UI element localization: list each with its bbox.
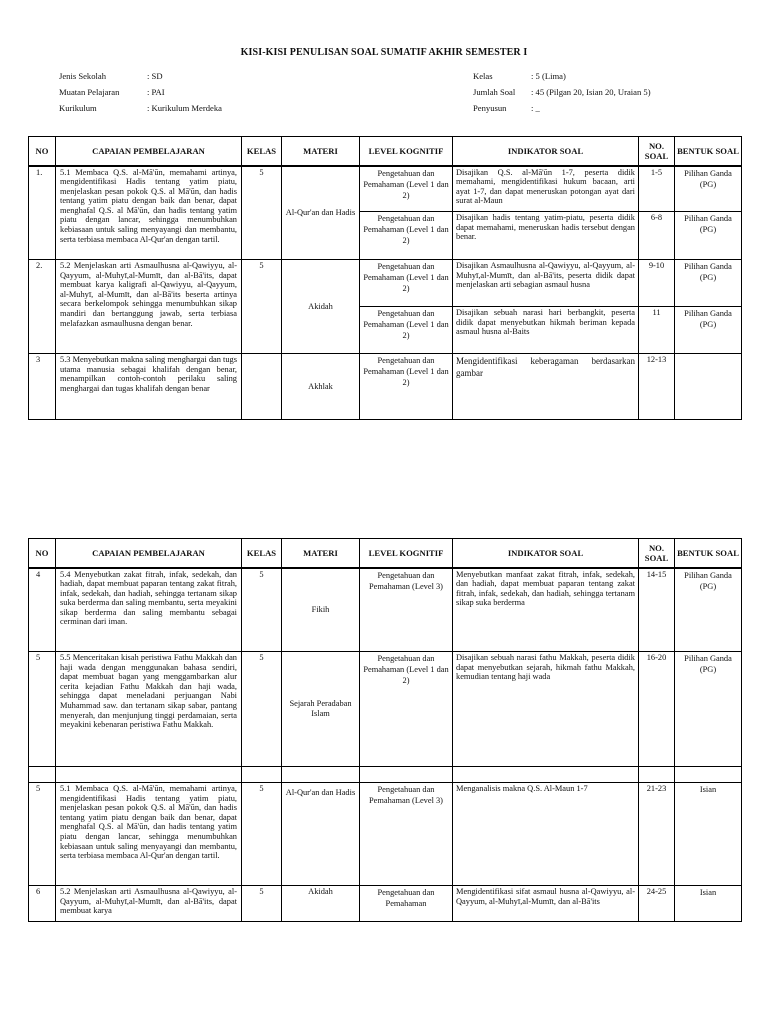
- cell-level: Pengetahuan dan Pemahaman: [360, 886, 453, 922]
- info-kelas: [473, 68, 651, 84]
- cell-no-soal: 14-15: [639, 568, 675, 652]
- cell-materi: Sejarah Peradaban Islam: [282, 652, 360, 767]
- cell-bentuk: Pilihan Ganda (PG): [675, 568, 742, 652]
- cell-materi: Akhlak: [282, 354, 360, 420]
- cell-kelas: 5: [242, 166, 282, 260]
- cell-level: Pengetahuan dan Pemahaman (Level 1 dan 2): [360, 307, 453, 354]
- cell-no-soal: 1-5: [639, 166, 675, 212]
- info-label: Kurikulum: [59, 103, 97, 113]
- cell-empty: [453, 767, 639, 783]
- cell-level: Pengetahuan dan Pemahaman (Level 1 dan 2): [360, 166, 453, 212]
- info-left: [59, 68, 222, 116]
- header-indikator: INDIKATOR SOAL: [453, 137, 639, 166]
- header-indikator: INDIKATOR SOAL: [453, 539, 639, 568]
- cell-bentuk: Pilihan Ganda (PG): [675, 307, 742, 354]
- header-materi: MATERI: [282, 137, 360, 166]
- table-header-row: [29, 539, 742, 568]
- cell-indikator: Disajikan sebuah narasi fathu Makkah, peserta didik dapat menyebutkan sejarah, hikmah fathu Makkah, kemudian tentang haji wada: [453, 652, 639, 767]
- table-row: [29, 568, 742, 652]
- cell-empty: [639, 767, 675, 783]
- cell-no-soal: 11: [639, 307, 675, 354]
- cell-indikator: Menyebutkan manfaat zakat fitrah, infak, sedekah, dan hadiah, dapat membuat paparan tentang zakat fitrah, infak, sedekah, dan hadiah, sehingga tertanam sikap suka berderma: [453, 568, 639, 652]
- info-label: Kelas: [473, 71, 493, 81]
- cell-no-soal: 12-13: [639, 354, 675, 420]
- cell-indikator: Disajikan Q.S. al-Mā'ūn 1-7, peserta didik memahami, mengidentifikasi hukum bacaan, arti ayat 1-7, dan dapat meneruskan potongan ayat dari surat al-Maun: [453, 166, 639, 212]
- info-kurikulum: [59, 100, 222, 116]
- info-right: [473, 68, 651, 116]
- cell-indikator: Disajikan Asmaulhusna al-Qawiyyu, al-Qayyum, al-Muhyī,al-Mumīt, dan al-Bā'its, peserta didik dapat menjelaskan arti sebagian asmaul husna: [453, 260, 639, 307]
- cell-level: Pengetahuan dan Pemahaman (Level 3): [360, 783, 453, 886]
- cell-bentuk: Pilihan Ganda (PG): [675, 652, 742, 767]
- cell-kelas: 5: [242, 783, 282, 886]
- cell-no-soal: 21-23: [639, 783, 675, 886]
- header-capaian: CAPAIAN PEMBELAJARAN: [56, 539, 242, 568]
- header-no-soal: NO. SOAL: [639, 539, 675, 568]
- header-no: NO: [29, 137, 56, 166]
- cell-indikator: Menganalisis makna Q.S. Al-Maun 1-7: [453, 783, 639, 886]
- info-value: : Kurikulum Merdeka: [147, 103, 222, 113]
- cell-bentuk: [675, 354, 742, 420]
- cell-materi: Al-Qur'an dan Hadis: [282, 783, 360, 886]
- info-jenis-sekolah: [59, 68, 222, 84]
- cell-capaian: 5.3 Menyebutkan makna saling menghargai dan tugs utama manusia sebagai khalifah dengan benar, menampilkan contoh-contoh perilaku saling menghargai dan tugas khalifah dengan benar: [56, 354, 242, 420]
- table-row: [29, 652, 742, 767]
- cell-no: 5: [29, 652, 56, 767]
- cell-empty: [282, 767, 360, 783]
- cell-no: 4: [29, 568, 56, 652]
- cell-kelas: 5: [242, 652, 282, 767]
- cell-indikator: Mengidentifikasi keberagaman berdasarkan gambar: [453, 354, 639, 420]
- cell-empty: [675, 767, 742, 783]
- cell-no-soal: 24-25: [639, 886, 675, 922]
- info-muatan: [59, 84, 222, 100]
- cell-kelas: 5: [242, 260, 282, 354]
- table-row: [29, 166, 742, 212]
- cell-no: 5: [29, 783, 56, 886]
- cell-level: Pengetahuan dan Pemahaman (Level 3): [360, 568, 453, 652]
- header-bentuk: BENTUK SOAL: [675, 137, 742, 166]
- cell-no-soal: 9-10: [639, 260, 675, 307]
- cell-indikator: Disajikan sebuah narasi hari berbangkit, peserta didik dapat menyebutkan hikmah beriman kepada asmaul husna al-Baits: [453, 307, 639, 354]
- cell-capaian: 5.1 Membaca Q.S. al-Mā'ūn, memahami artinya, mengidentifikasi Hadis tentang yatim piatu, menjelaskan pesan pokok Q.S. al Mā'ūn, dan hadis tentang yatim piatu dengan baik dan benar, dapat menghafal Q.S. al Mā'ūn, dan hadis tentang yatim piatu dengan lancar, sehingga menumbuhkan kebiasaan untuk saling menyayangi dan membantu, serta terbiasa membaca Al-Qur'an dengan tartil.: [56, 783, 242, 886]
- cell-level: Pengetahuan dan Pemahaman (Level 1 dan 2): [360, 260, 453, 307]
- header-no: NO: [29, 539, 56, 568]
- cell-materi: Akidah: [282, 886, 360, 922]
- cell-materi: Akidah: [282, 260, 360, 354]
- header-no-soal: NO. SOAL: [639, 137, 675, 166]
- cell-no: 6: [29, 886, 56, 922]
- info-value: : 45 (Pilgan 20, Isian 20, Uraian 5): [531, 87, 651, 97]
- info-label: Muatan Pelajaran: [59, 87, 120, 97]
- kisi-table-2: [28, 538, 742, 922]
- cell-empty: [242, 767, 282, 783]
- cell-bentuk: Isian: [675, 886, 742, 922]
- header-kelas: KELAS: [242, 539, 282, 568]
- header-kelas: KELAS: [242, 137, 282, 166]
- table-row: [29, 886, 742, 922]
- info-jumlah-soal: [473, 84, 651, 100]
- cell-level: Pengetahuan dan Pemahaman (Level 1 dan 2): [360, 354, 453, 420]
- cell-bentuk: Pilihan Ganda (PG): [675, 260, 742, 307]
- info-value: : _: [531, 103, 540, 113]
- cell-capaian: 5.2 Menjelaskan arti Asmaulhusna al-Qawiyyu, al-Qayyum, al-Muhyī,al-Mumīt, dan al-Bā'its, dapat membuat karya kaligrafi al-Qawiyyu, al-Qayyum, al-Muhyī, al-Mumīt, dan al-Bā'its beserta artinya secara berkelompok sehingga menumbuhkan sikap mandiri dan bertanggung jawab, serta terbiasa melafazkan asmaulhusna dengan benar.: [56, 260, 242, 354]
- kisi-table-1: [28, 136, 742, 420]
- cell-kelas: 5: [242, 886, 282, 922]
- cell-indikator: Disajikan hadis tentang yatim-piatu, peserta didik dapat memahami, meneruskan hadis tersebut dengan benar.: [453, 212, 639, 260]
- cell-empty: [360, 767, 453, 783]
- cell-no-soal: 6-8: [639, 212, 675, 260]
- cell-kelas: 5: [242, 568, 282, 652]
- cell-capaian: 5.5 Menceritakan kisah peristiwa Fathu Makkah dan haji wada dengan menggunakan bahasa sendiri, dapat membuat bagan yang menggambarkan alur cerita kejadian Fathu Makkah dan haji wada, sehingga dapat meneladani perjuangan Nabi Muhammad saw. dan tertanam sikap sabar, pantang menyerah, dan menjunjung tinggi perdamaian, serta meyakini kebenaran peristiwa Fathu Makkah.: [56, 652, 242, 767]
- info-penyusun: [473, 100, 651, 116]
- table-row: [29, 783, 742, 886]
- table-row: [29, 260, 742, 307]
- cell-capaian: 5.4 Menyebutkan zakat fitrah, infak, sedekah, dan hadiah, dapat membuat paparan tentang zakat fitrah, infak, sedekah, dan hadiah, sehingga tertanam sikap suka berderma dan saling membantu, serta meyakini sikap berderma dan saling membantu sebagai cerminan dari iman.: [56, 568, 242, 652]
- document-title: KISI-KISI PENULISAN SOAL SUMATIF AKHIR SEMESTER I: [240, 47, 528, 58]
- cell-capaian: 5.1 Membaca Q.S. al-Mā'ūn, memahami artinya, mengidentifikasi Hadis tentang yatim piatu, menjelaskan pesan pokok Q.S. al Mā'ūn, dan hadis tentang yatim piatu dengan baik dan benar, dapat menghafal Q.S. al Mā'ūn, dan hadis tentang yatim piatu dengan lancar, sehingga menumbuhkan kebiasaan untuk saling menyayangi dan membantu, serta terbiasa membaca Al-Qur'an dengan tartil.: [56, 166, 242, 260]
- cell-empty: [29, 767, 56, 783]
- info-label: Penyusun: [473, 103, 507, 113]
- cell-kelas: [242, 354, 282, 420]
- cell-materi: Fikih: [282, 568, 360, 652]
- info-value: : PAI: [147, 87, 165, 97]
- table-header-row: [29, 137, 742, 166]
- cell-materi: Al-Qur'an dan Hadis: [282, 166, 360, 260]
- cell-level: Pengetahuan dan Pemahaman (Level 1 dan 2): [360, 652, 453, 767]
- info-value: : 5 (Lima): [531, 71, 566, 81]
- info-label: Jumlah Soal: [473, 87, 516, 97]
- info-label: Jenis Sekolah: [59, 71, 107, 81]
- cell-empty: [56, 767, 242, 783]
- cell-bentuk: Pilihan Ganda (PG): [675, 212, 742, 260]
- table-row-empty: [29, 767, 742, 783]
- header-capaian: CAPAIAN PEMBELAJARAN: [56, 137, 242, 166]
- cell-no-soal: 16-20: [639, 652, 675, 767]
- header-level: LEVEL KOGNITIF: [360, 539, 453, 568]
- cell-bentuk: Pilihan Ganda (PG): [675, 166, 742, 212]
- table-row: [29, 354, 742, 420]
- cell-level: Pengetahuan dan Pemahaman (Level 1 dan 2): [360, 212, 453, 260]
- header-bentuk: BENTUK SOAL: [675, 539, 742, 568]
- cell-no: 2.: [29, 260, 56, 354]
- header-level: LEVEL KOGNITIF: [360, 137, 453, 166]
- cell-no: 1.: [29, 166, 56, 260]
- cell-capaian: 5.2 Menjelaskan arti Asmaulhusna al-Qawiyyu, al-Qayyum, al-Muhyī,al-Mumīt, dan al-Bā'its, dapat membuat karya: [56, 886, 242, 922]
- cell-no: 3: [29, 354, 56, 420]
- info-value: : SD: [147, 71, 163, 81]
- cell-bentuk: Isian: [675, 783, 742, 886]
- cell-indikator: Mengidentifikasi sifat asmaul husna al-Qawiyyu, al-Qayyum, al-Muhyī,al-Mumīt, dan al-Bā'its: [453, 886, 639, 922]
- header-materi: MATERI: [282, 539, 360, 568]
